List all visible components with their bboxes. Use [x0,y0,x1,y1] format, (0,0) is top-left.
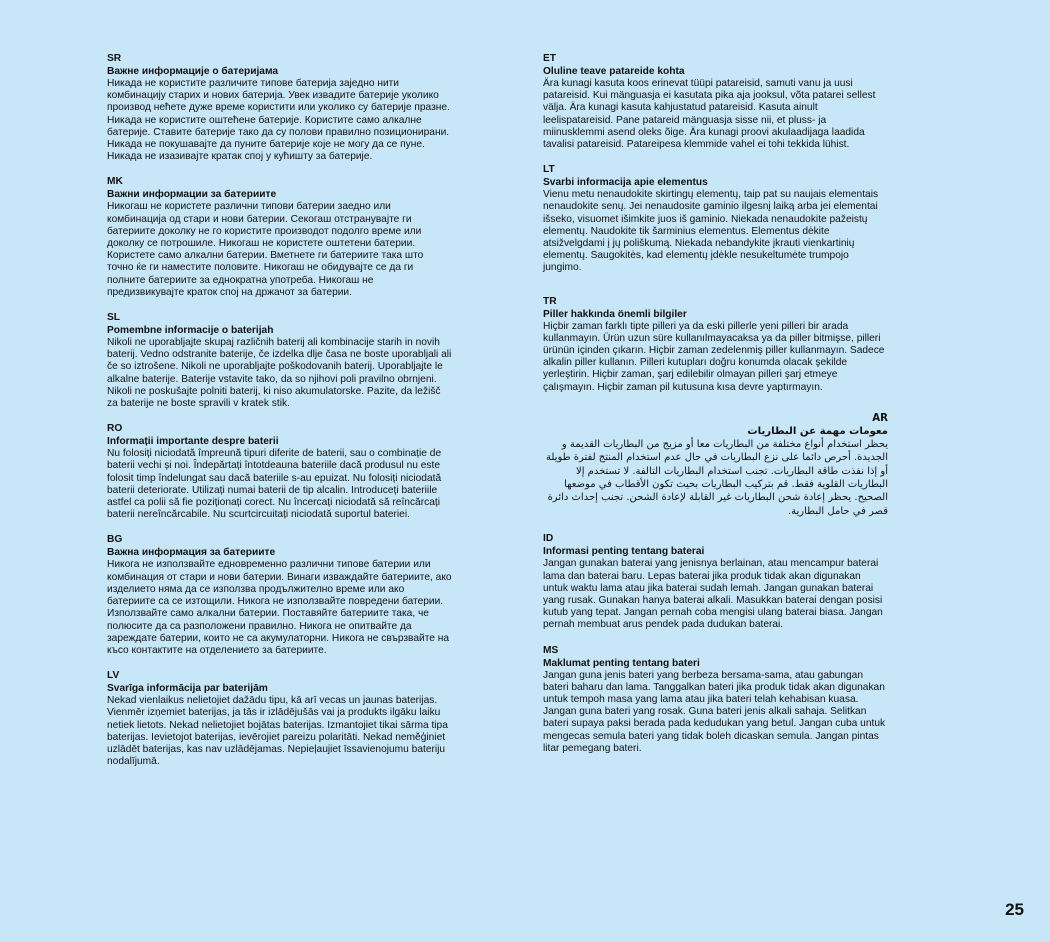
section-bg [107,533,452,657]
language-code: LT [543,164,555,176]
section-tr [543,295,888,394]
section-title: Svarīga informācija par baterijām [107,683,268,695]
language-code: MK [107,176,123,188]
section-body: Ära kunagi kasuta koos erinevat tüüpi patareisid, samuti vanu ja uusi patareisid. Kui mänguasja ei kasutata pika aja jooksul, võta patarei sellest välja. Ära kunagi kasuta kahjustatud patareisid. Kasuta ainult leelispatareisid. Pane patareid mänguasja sisse nii, et pluss- ja miinusklemmi asend oleks õige. Ära kunagi proovi akulaadijaga laadida tavalisi patareisid. Patareipesa klemmide vahel ei tohi tekkida lühist. [543,78,876,151]
section-body: Никогаш не користете различни типови батерии заедно или комбинација од стари и нови батерии. Секогаш отстранувајте ги батериите доколку не го користите производот подолго време или доколку се потрошиле. Никогаш не користете оштетени батерии. Користете само алкални батерии. Вметнете ги батериите така што точно ќе ги наместите половите. Никогаш не обидувајте се да ги полните батериите за еднократна употреба. Никогаш не предизвикувајте краток спој на држачот за батерии. [107,201,424,298]
language-code: SL [107,312,121,324]
section-lv [107,669,452,768]
section-title: Svarbi informacija apie elementus [543,177,708,189]
section-title: Informații importante despre baterii [107,436,279,448]
section-lt [543,163,888,274]
section-title: Важна информация за батериите [107,547,276,559]
section-title: Важне информације о батеријама [107,66,279,77]
section-body: Jangan guna jenis bateri yang berbeza bersama-sama, atau gabungan bateri baharu dan lama. Tanggalkan bateri jika produk tidak akan digunakan untuk tempoh masa yang lama atau jika bateri telah kehabisan kuasa. Jangan guna bateri yang rosak. Guna bateri jenis alkali sahaja. Selitkan bateri supaya paksi berada pada kedudukan yang betul. Jangan cuba untuk mengecas semula bateri yang tidak boleh dicaskan semula. Jangan pintas litar pemegang bateri. [543,669,886,754]
language-code: SR [107,53,122,64]
language-code: LV [107,670,120,682]
section-title: Oluline teave patareide kohta [543,66,685,77]
language-code: BG [107,534,123,546]
section-ms [543,644,888,755]
section-ro [107,422,452,521]
language-code: AR [872,412,888,424]
section-body: Jangan gunakan baterai yang jenisnya berlainan, atau mencampur baterai lama dan baterai baru. Lepas baterai jika produk tidak akan digunakan untuk waktu lama atau jika baterai sudah lemah. Jangan gunakan baterai yang rusak. Gunakan hanya baterai alkali. Masukkan baterai dengan posisi kutub yang tepat. Jangan pernah coba mengisi ulang baterai biasa. Jangan pernah membuat arus pendek pada dudukan baterai. [543,558,883,631]
section-sr [107,52,452,163]
language-code: RO [107,423,123,435]
section-body: Nekad vienlaikus nelietojiet dažādu tipu, kā arī vecas un jaunas baterijas. Vienmēr izņemiet baterijas, ja tās ir izlādējušās vai ja produkts ilgāku laiku netiek lietots. Nekad nelietojiet bojātas baterijas. Izmantojiet tikai sārma tipa baterijas. Ievietojot baterijas, ievērojiet pareizu polaritāti. Nekad neměģiniet uzlādēt baterijas, kas nav uzlādējamas. Nepieļaujiet īssavienojumu bateriju nodalījumā. [107,695,448,768]
section-id [543,532,888,631]
page-number: 25 [1005,900,1024,919]
section-title: Pomembne informacije o baterijah [107,325,274,337]
section-title: Важни информации за батериите [107,189,277,201]
language-code: ET [543,53,557,64]
section-title: Maklumat penting tentang bateri [543,657,700,669]
section-mk [107,175,452,299]
section-sl [107,311,452,410]
section-title: معومات مهمة عن البطاريات [747,425,888,437]
language-code: ID [543,533,554,545]
section-body: Никога не използвайте едновременно различни типове батерии или комбинация от стари и нови батерии. Винаги изваждайте батериите, ако изделието няма да се използва продължително време или ако батериите са се изтощили. Никога не използвайте повредени батерии. Използвайте само алкални батерии. Поставяйте батериите така, че полюсите да са разположени правилно. Никога не опитвайте да зареждате батерии, които не са акумулаторни. Никога не свързвайте на късо контактите на отделението за батериите. [107,559,452,656]
section-ar [543,412,888,518]
section-body: Nikoli ne uporabljajte skupaj različnih baterij ali kombinacije starih in novih baterij. Vedno odstranite baterije, če izdelka dlje časa ne boste uporabljali ali če so iztrošene. Nikoli ne uporabljajte poškodovanih baterij. Uporabljajte le alkalne baterije. Baterije vstavite tako, da so njihovi poli pravilno obrnjeni. Nikoli ne poskušajte polniti baterij, ki niso akumulatorske. Pazite, da ležišč za baterije ne boste spravili v kratek stik. [107,337,452,410]
section-body: يحظر استخدام أنواع مختلفة من البطاريات معا أو مزيج من البطاريات القديمة و الجديدة. أحرص دائما على نزع البطاريات في حال عدم استخدام المنتج لفترة طويلة أو إذا نفذت طاقة البطاريات. تجنب استخدام البطاريات التالفة. لا تستخدم إلا البطاريات القلوية فقط. قم بتركيب البطاريات بحيث تكون الأقطاب في موضعها الصحيح. يحظر إعادة شحن البطاريات غير القابلة لإعادة الشحن. تجنب إحداث دائرة قصر في حامل البطارية. [545,438,888,517]
section-title: Informasi penting tentang baterai [543,546,705,558]
left-column [107,52,452,780]
language-code: MS [543,644,559,656]
language-code: TR [543,295,557,307]
section-body: Никада не користите различите типове батерија заједно нити комбинацију старих и нових батерија. Увек извадите батерије уколико производ нећете дуже време користити или уколико су батерије празне. Никада не користите оштећене батерије. Користите само алкалне батерије. Ставите батерије тако да су полови правилно позиционирани. Никада не покушавајте да пуните батерије које не могу да се пуне. Никада не изазивајте кратак спој у кућишту за батерије. [107,78,450,163]
section-et [543,52,888,151]
right-column [543,52,888,767]
section-body: Vienu metu nenaudokite skirtingų elementų, taip pat su naujais elementais nenaudokite senų. Jei nenaudosite gaminio ilgesnį laiką arba jei elementai išseko, visuomet išimkite juos iš gaminio. Niekada nenaudokite pažeistų elementų. Naudokite tik šarminius elementus. Elementus dėkite atsižvelgdami į jų poliškumą. Niekada nebandykite įkrauti vienkartinių elementų. Saugokitės, kad elementų įdėkle nesukeltumėte trumpojo jungimo. [543,189,879,274]
section-title: Piller hakkında önemli bilgiler [543,308,687,320]
section-body: Hiçbir zaman farklı tipte pilleri ya da eski pillerle yeni pilleri bir arada kullanmayın. Ürün uzun süre kullanılmayacaksa ya da piller bitmişse, pilleri ürünün içinden çıkarın. Hiçbir zaman zedelenmiş piller kullanmayın. Sadece alkalin piller kullanın. Pilleri kutupları doğru konumda olacak şekilde yerleştirin. Hiçbir zaman, şarj edilebilir olmayan pilleri şarj etmeye çalışmayın. Hiçbir zaman pil kutusuna kısa devre yaptırmayın. [543,320,885,393]
section-body: Nu folosiți niciodată împreună tipuri diferite de baterii, sau o combinație de baterii vechi și noi. Îndepărtați întotdeauna bateriile dacă produsul nu este folosit timp îndelungat sau dacă bateriile s-au epuizat. Nu folosiți niciodată baterii deteriorate. Utilizați numai baterii de tip alcalin. Introduceți bateriile astfel ca polii să fie poziționați corect. Nu încercați niciodată să reîncărcați baterii nereîncărcabile. Nu scurtcircuitați niciodată suportul bateriei. [107,448,442,521]
